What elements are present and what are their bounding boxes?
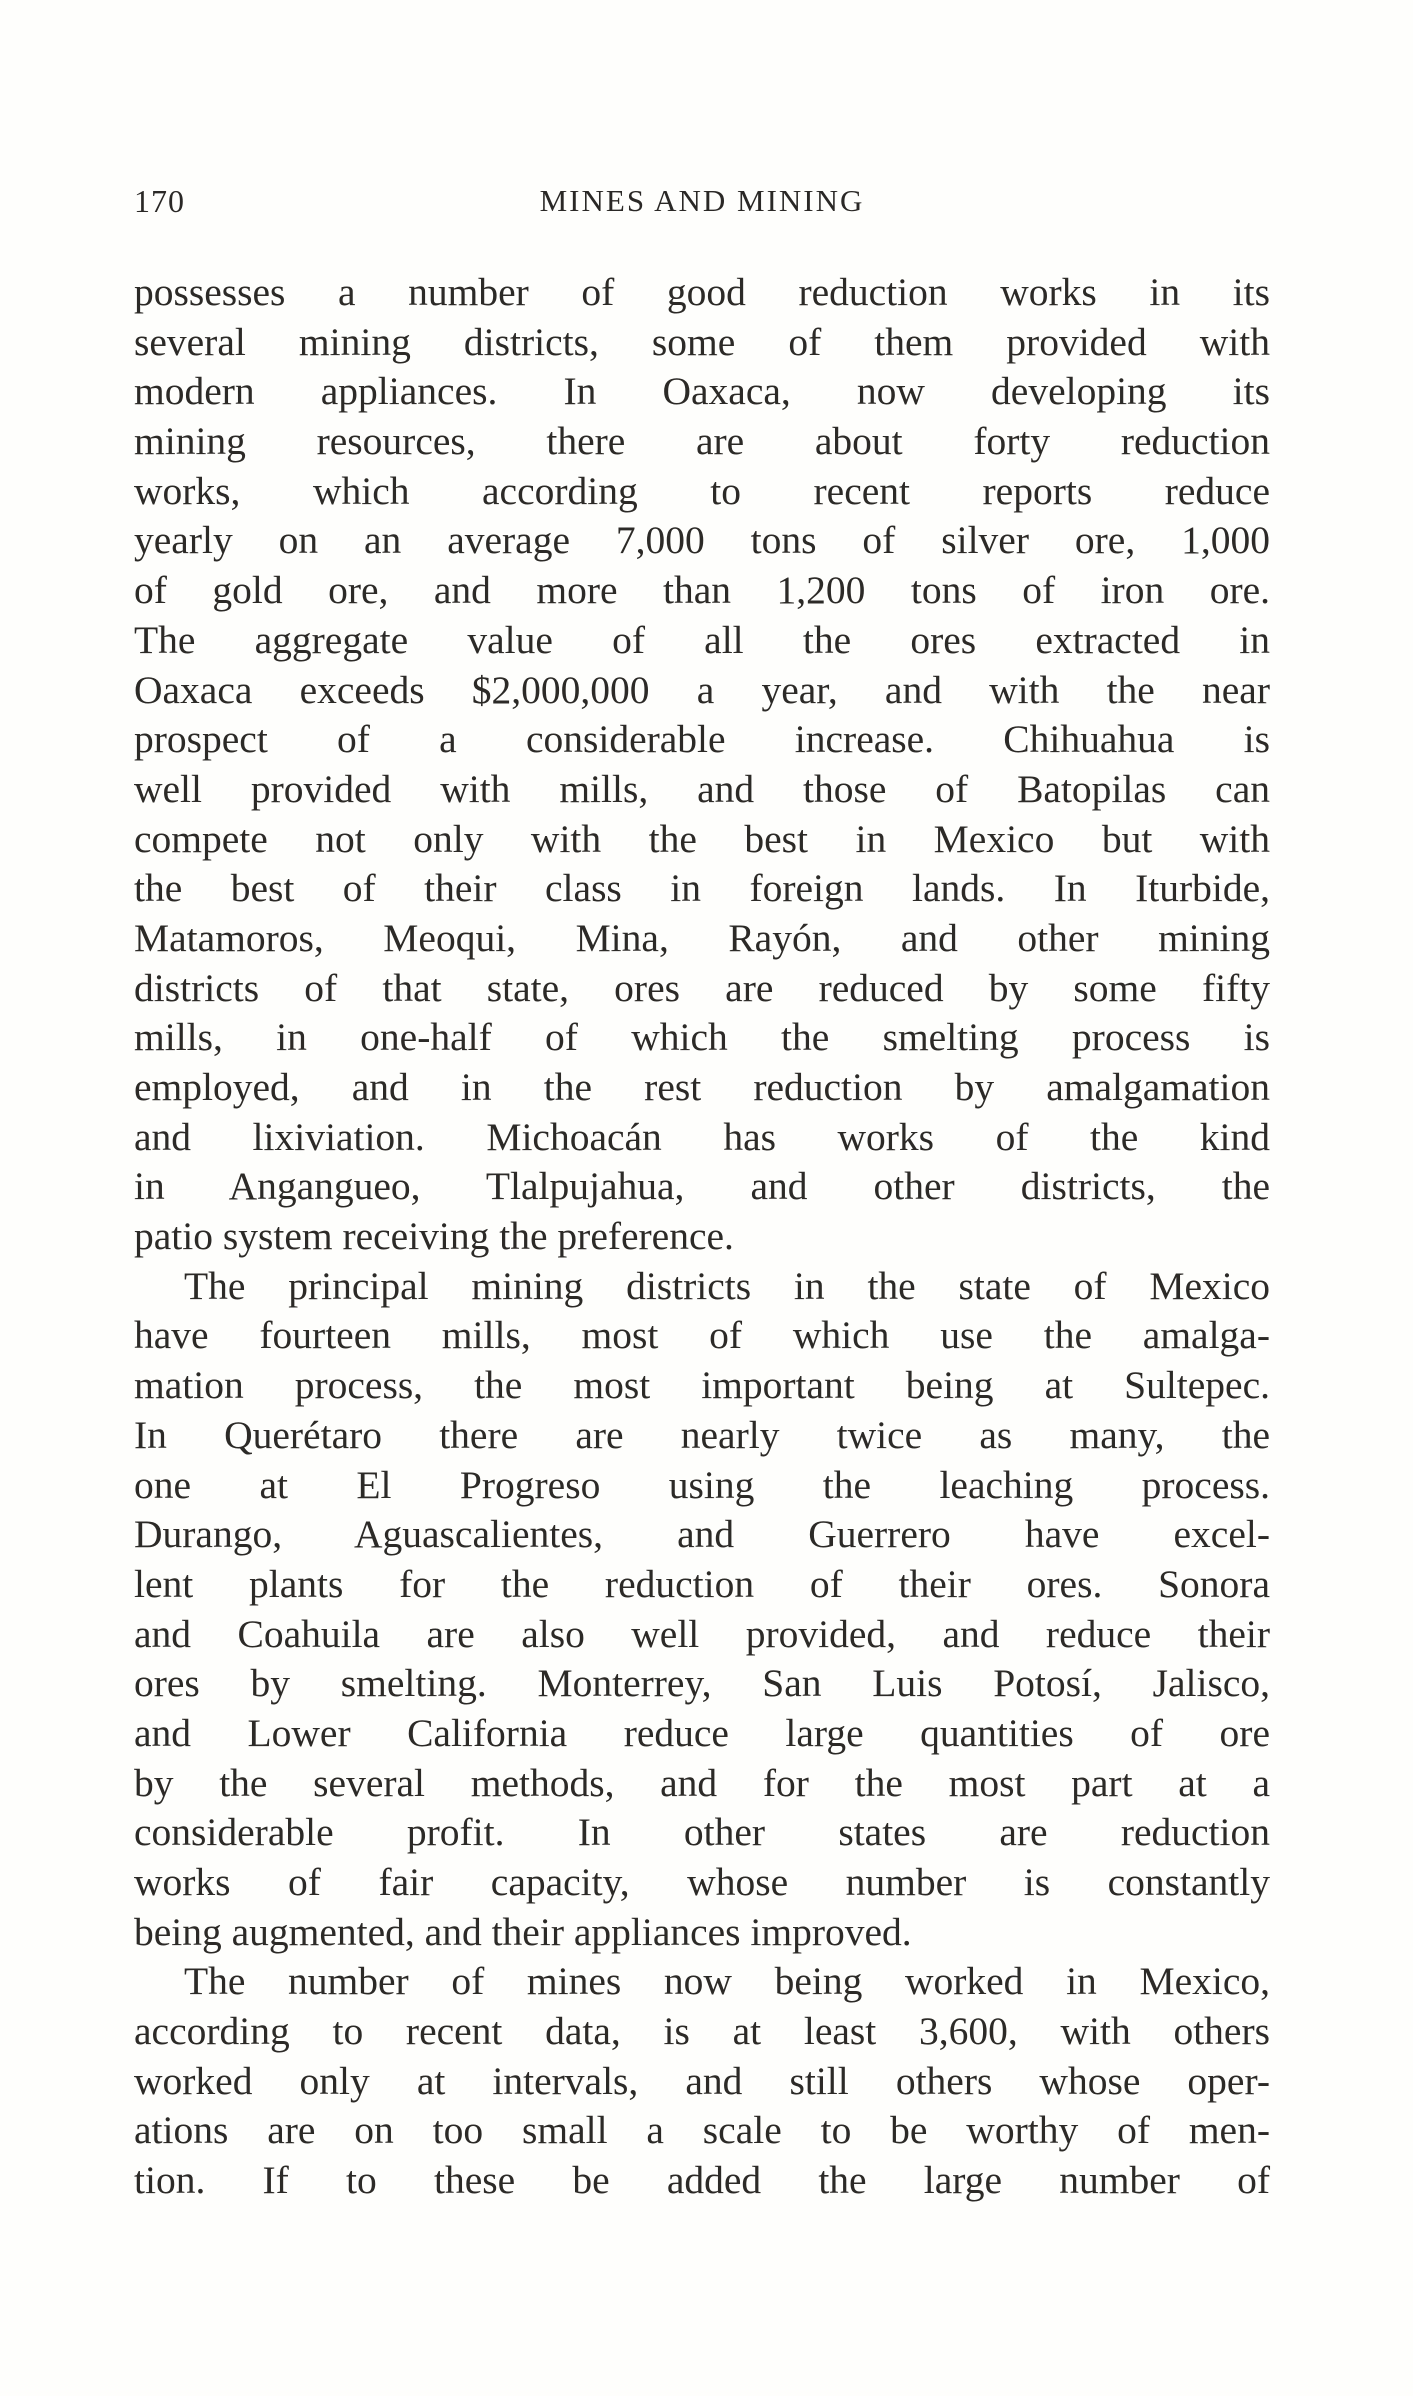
text-line: several mining districts, some of them provided with xyxy=(134,319,1270,364)
running-head xyxy=(134,183,1270,233)
text-line: works of fair capacity, whose number is constantly xyxy=(134,1860,1270,1904)
text-line: of gold ore, and more than 1,200 tons of iron ore. xyxy=(134,568,1270,613)
text-line: and Coahuila are also well provided, and reduce their xyxy=(134,1611,1270,1656)
text-line: in Angangueo, Tlalpujahua, and other districts, the xyxy=(134,1164,1270,1209)
text-line: Matamoros, Meoqui, Mina, Rayón, and other mining xyxy=(134,915,1270,960)
text-line: well provided with mills, and those of Batopilas can xyxy=(134,766,1270,811)
text-line: works, which according to recent reports reduce xyxy=(134,468,1270,513)
text-line: patio system receiving the preference. xyxy=(134,1214,734,1259)
text-line: The aggregate value of all the ores extracted in xyxy=(134,617,1270,662)
text-line: one at El Progreso using the leaching process. xyxy=(134,1462,1270,1507)
text-line: Durango, Aguascalientes, and Guerrero have excel- xyxy=(134,1512,1270,1557)
text-line: ations are on too small a scale to be worthy of men- xyxy=(134,2108,1270,2153)
text-line: ores by smelting. Monterrey, San Luis Potosí, Jalisco, xyxy=(134,1661,1270,1706)
text-line: considerable profit. In other states are reduction xyxy=(134,1810,1270,1855)
text-line: compete not only with the best in Mexico but with xyxy=(134,816,1270,861)
text-line: tion. If to these be added the large number of xyxy=(134,2158,1270,2203)
text-line: and lixiviation. Michoacán has works of the kind xyxy=(134,1114,1270,1159)
text-line: employed, and in the rest reduction by amalgamation xyxy=(134,1065,1270,1109)
page-number: 170 xyxy=(134,183,185,219)
running-head-title: MINES AND MINING xyxy=(539,183,865,218)
paragraph-start-line: The number of mines now being worked in Mexico, xyxy=(184,1959,1270,2004)
text-line: districts of that state, ores are reduced by some fifty xyxy=(134,965,1270,1010)
paragraph-start-line: The principal mining districts in the state of Mexico xyxy=(184,1263,1270,1308)
body-text xyxy=(134,268,1270,2206)
text-line: mation process, the most important being at Sultepec. xyxy=(134,1363,1270,1408)
text-line: and Lower California reduce large quantities of ore xyxy=(134,1710,1270,1755)
text-line: by the several methods, and for the most part at a xyxy=(134,1760,1270,1805)
text-line: being augmented, and their appliances improved. xyxy=(134,1909,912,1954)
text-line: worked only at intervals, and still others whose oper- xyxy=(134,2058,1270,2103)
text-line: modern appliances. In Oaxaca, now developing its xyxy=(134,369,1270,414)
text-line: the best of their class in foreign lands. In Iturbide, xyxy=(134,866,1270,911)
text-line: prospect of a considerable increase. Chihuahua is xyxy=(134,717,1270,762)
text-line: In Querétaro there are nearly twice as many, the xyxy=(134,1412,1270,1457)
text-line: possesses a number of good reduction works in its xyxy=(134,270,1270,314)
text-line: Oaxaca exceeds $2,000,000 a year, and with the near xyxy=(134,667,1270,712)
text-line: yearly on an average 7,000 tons of silver ore, 1,000 xyxy=(134,518,1270,563)
text-line: mining resources, there are about forty reduction xyxy=(134,419,1270,464)
text-line: according to recent data, is at least 3,600, with others xyxy=(134,2009,1270,2054)
text-line: lent plants for the reduction of their ores. Sonora xyxy=(134,1561,1270,1606)
text-line: have fourteen mills, most of which use the amalga- xyxy=(134,1313,1270,1358)
text-line: mills, in one-half of which the smelting process is xyxy=(134,1015,1270,1060)
